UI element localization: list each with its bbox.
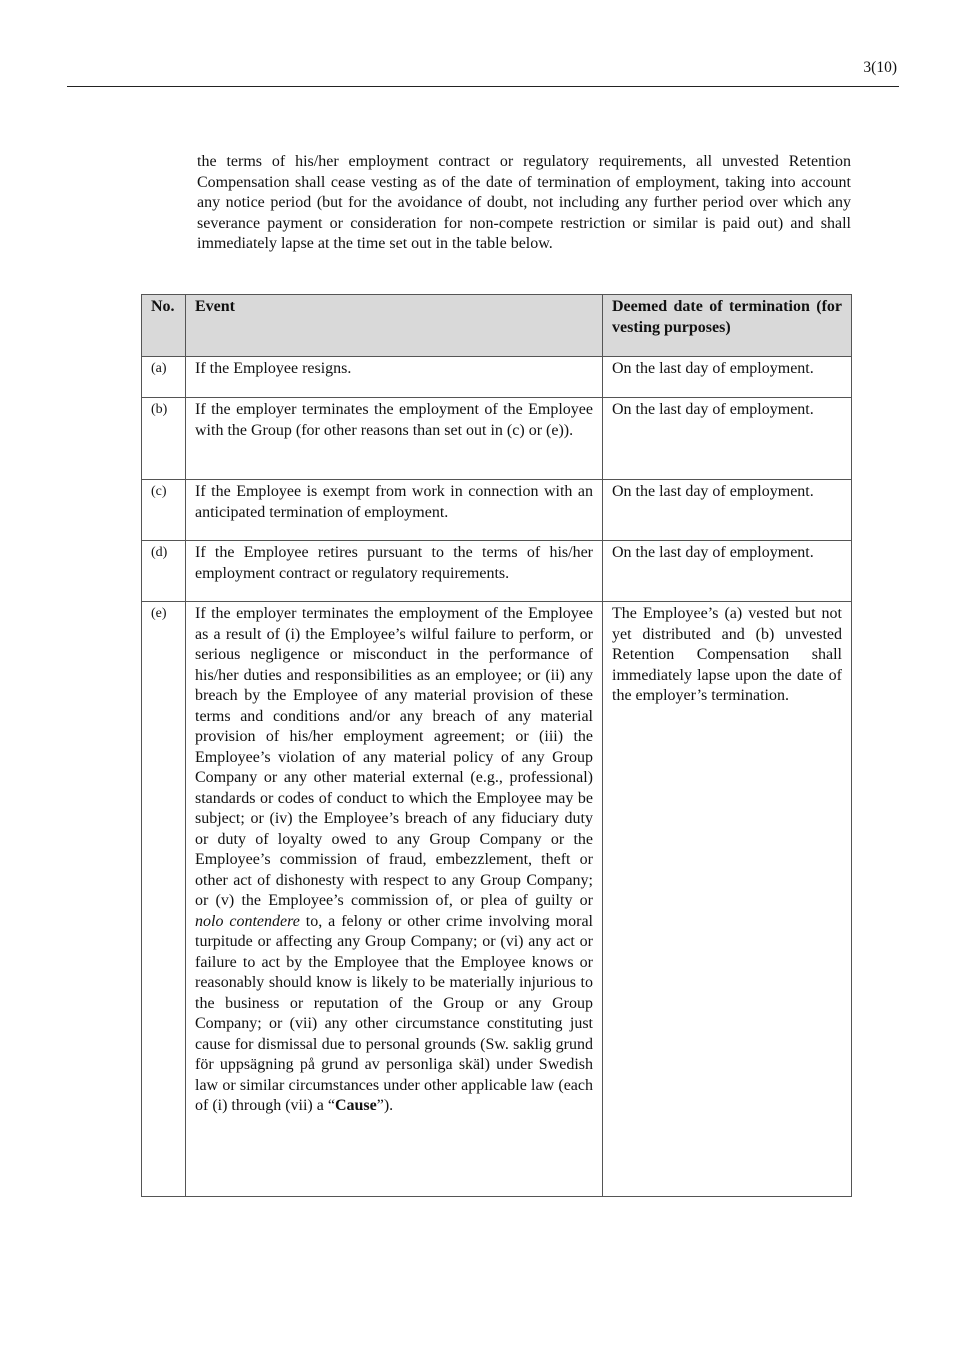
header-deemed-date: Deemed date of termination (for vesting purposes) [603, 295, 852, 357]
row-deemed-date: The Employee’s (a) vested but not yet distributed and (b) unvested Retention Compensation shall immediately lapse upon the date of the employer’s termination. [603, 602, 852, 1197]
row-number: (e) [142, 602, 186, 1197]
cause-text-part2: to, a felony or other crime involving moral turpitude or affecting any Group Company; or (vi) any act or failure to act by the Employee that the Employee knows or reasonably should know is likely to be materially injurious to the business or reputation of the Group or any Group Company; or (vii) any other circumstance constituting just cause for dismissal due to personal grounds (Sw. saklig grund för uppsägning på grund av personliga skäl) under Swedish law or similar circumstances under other applicable law (each of (i) through (vii) a “ [195, 912, 593, 1114]
row-number: (b) [142, 398, 186, 480]
cause-text-part1: If the employer terminates the employment of the Employee as a result of (i) the Employee’s wilful failure to perform, or serious negligence or misconduct in the performance of his/her duties and responsibilities as an employee; or (ii) any breach by the Employee of any material provision of these terms and conditions and/or any breach of any material provision of his/her employment agreement; or (iii) the Employee’s violation of any material policy of any Group Company or any other material external (e.g., professional) standards or codes of conduct to which the Employee may be subject; or (iv) the Employee’s breach of any fiduciary duty or duty of loyalty owed to any Group Company or the Employee’s commission of fraud, embezzlement, theft or other act of dishonesty with respect to any Group Company; or (v) the Employee’s commission of, or plea of guilty or [195, 605, 593, 909]
row-deemed-date: On the last day of employment. [603, 480, 852, 541]
row-deemed-date: On the last day of employment. [603, 398, 852, 480]
row-event: If the Employee retires pursuant to the terms of his/her employment contract or regulatory requirements. [186, 541, 603, 602]
page-number: 3(10) [863, 59, 897, 76]
row-deemed-date: On the last day of employment. [603, 541, 852, 602]
row-event: If the employer terminates the employment of the Employee with the Group (for other reasons than set out in (c) or (e)). [186, 398, 603, 480]
table-row [142, 398, 852, 480]
cause-definition [195, 604, 593, 1117]
table-header-row [142, 295, 852, 357]
italic-term: nolo contendere [195, 912, 300, 930]
row-event [186, 602, 603, 1197]
header-no: No. [142, 295, 186, 357]
row-deemed-date: On the last day of employment. [603, 357, 852, 398]
row-number: (a) [142, 357, 186, 398]
defined-term-cause: Cause [334, 1097, 377, 1114]
table-row [142, 480, 852, 541]
termination-table [141, 294, 852, 1197]
cause-text-part3: ”). [376, 1097, 394, 1114]
header-event: Event [186, 295, 603, 357]
row-number: (c) [142, 480, 186, 541]
table-row [142, 602, 852, 1197]
row-event: If the Employee resigns. [186, 357, 603, 398]
intro-paragraph: the terms of his/her employment contract or regulatory requirements, all unvested Retention Compensation shall cease vesting as of the date of termination of employment, taking into account any notice period (but for the avoidance of doubt, not including any further period over which any severance payment or consideration for non-compete restriction or similar is paid out) and shall immediately lapse at the time set out in the table below. [197, 153, 851, 252]
table-row [142, 357, 852, 398]
table-row [142, 541, 852, 602]
row-event: If the Employee is exempt from work in connection with an anticipated termination of employment. [186, 480, 603, 541]
row-number: (d) [142, 541, 186, 602]
header-rule [67, 86, 899, 87]
